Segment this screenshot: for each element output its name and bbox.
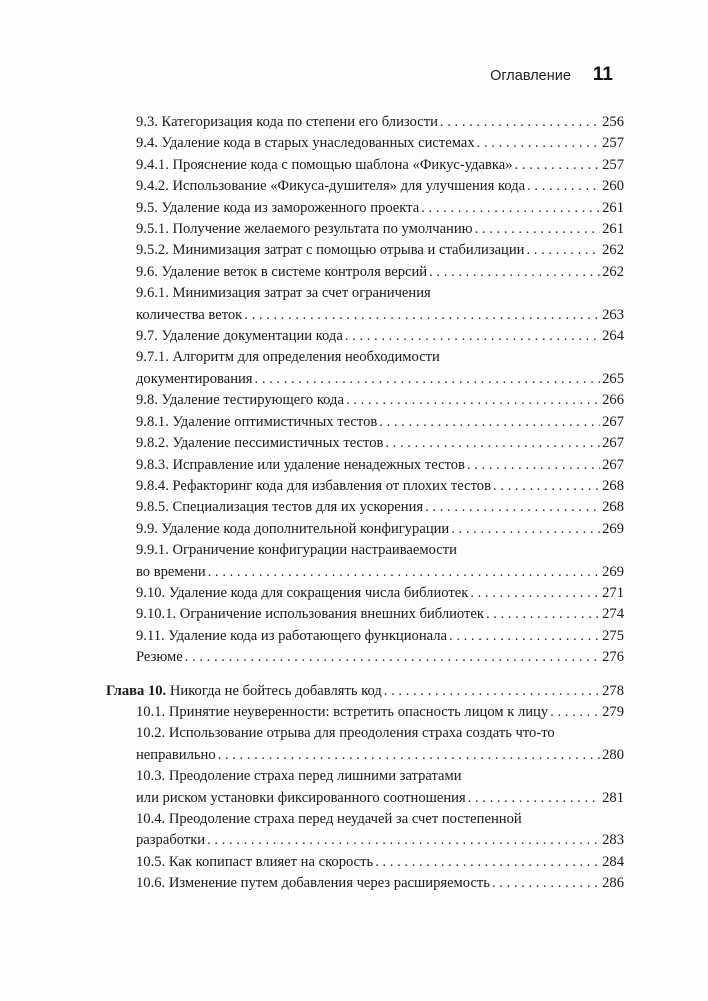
dot-leader (345, 326, 600, 347)
toc-entry[interactable] (106, 626, 624, 647)
toc-page-number: 261 (602, 199, 624, 216)
toc-entry[interactable] (106, 723, 624, 766)
toc-entry[interactable] (106, 476, 624, 497)
toc-page-number: 263 (602, 306, 624, 323)
toc-entry-title: 9.4.2. Использование «Фикуса-душителя» для улучшения кода (136, 178, 526, 195)
dot-leader (218, 745, 600, 766)
toc-entry-title: 9.8.5. Специализация тестов для их ускорения (136, 499, 424, 516)
toc-entry[interactable] (106, 647, 624, 668)
dot-leader (384, 681, 600, 702)
dot-leader (492, 873, 600, 894)
toc-entry-title: 9.8.1. Удаление оптимистичных тестов (136, 413, 378, 430)
toc-page-number: 267 (602, 413, 624, 430)
toc-entry-title: 9.9. Удаление кода дополнительной конфигурации (136, 520, 450, 537)
toc-entry[interactable] (106, 809, 624, 852)
dot-leader (477, 133, 600, 154)
toc-chapter-entry[interactable] (106, 681, 624, 702)
running-header (490, 64, 613, 86)
toc-entry-title: 9.8. Удаление тестирующего кода (136, 392, 344, 409)
toc-entry-title: 9.10. Удаление кода для сокращения числа библиотек (136, 584, 469, 601)
toc-page-number: 267 (602, 456, 624, 473)
toc-entry-title: 9.10.1. Ограничение использования внешних библиотек (136, 606, 484, 623)
dot-leader (429, 262, 600, 283)
toc-entry[interactable] (106, 347, 624, 390)
toc-page-number: 267 (602, 435, 624, 452)
page-number: 11 (592, 64, 613, 85)
toc-entry-title: 9.8.3. Исправление или удаление ненадежных тестов (136, 456, 465, 473)
dot-leader (379, 412, 600, 433)
toc-entry-title: 9.4.1. Прояснение кода с помощью шаблона «Фикус-удавка» (136, 156, 513, 173)
toc-page-number: 257 (602, 156, 624, 173)
toc-page-number: 286 (602, 875, 624, 892)
dot-leader (527, 176, 600, 197)
toc-entry-title: неправильно (136, 746, 216, 763)
toc-entry[interactable] (106, 240, 624, 261)
toc-entry-title: количества веток (136, 306, 243, 323)
toc-entry-title: 10.1. Принятие неуверенности: встретить опасность лицом к лицу (136, 703, 549, 720)
toc-entry-title: во времени (136, 563, 206, 580)
toc-entry[interactable] (106, 583, 624, 604)
dot-leader (493, 476, 600, 497)
toc-entry[interactable] (106, 604, 624, 625)
dot-leader (467, 455, 600, 476)
toc-page-number: 262 (602, 263, 624, 280)
toc-entry[interactable] (106, 455, 624, 476)
toc-entry-title: 9.11. Удаление кода из работающего функционала (136, 627, 448, 644)
toc-entry-title: 9.6. Удаление веток в системе контроля версий (136, 263, 428, 280)
toc-page-number: 266 (602, 392, 624, 409)
toc-entry-title: документирования (136, 370, 253, 387)
toc-entry[interactable] (106, 852, 624, 873)
toc-entry-title: разработки (136, 832, 206, 849)
toc-entry-title: или риском установки фиксированного соотношения (136, 789, 466, 806)
toc-entry-title: 9.8.2. Удаление пессимистичных тестов (136, 435, 384, 452)
toc-entry[interactable] (106, 112, 624, 133)
toc-page-number: 281 (602, 789, 624, 806)
toc-page-number: 276 (602, 649, 624, 666)
dot-leader (515, 155, 601, 176)
toc-page-number: 278 (602, 682, 624, 699)
dot-leader (346, 390, 600, 411)
dot-leader (421, 198, 600, 219)
toc-entry[interactable] (106, 326, 624, 347)
dot-leader (208, 562, 600, 583)
toc-entry-title: 9.4. Удаление кода в старых унаследованных системах (136, 135, 475, 152)
toc-page-number: 262 (602, 242, 624, 259)
dot-leader (425, 497, 600, 518)
dot-leader (486, 604, 600, 625)
dot-leader (207, 830, 600, 851)
toc-page-number: 260 (602, 178, 624, 195)
toc-entry[interactable] (106, 540, 624, 583)
dot-leader (475, 219, 601, 240)
toc-entry-title-line: 10.4. Преодоление страха перед неудачей за счет постепенной (136, 811, 522, 827)
dot-leader (470, 583, 600, 604)
toc-entry[interactable] (106, 219, 624, 240)
toc-entry-title-line: 9.9.1. Ограничение конфигурации настраиваемости (136, 542, 457, 559)
toc-entry-title: Никогда не бойтесь добавлять код (169, 682, 382, 699)
toc-entry[interactable] (106, 283, 624, 326)
toc-page-number: 271 (602, 584, 624, 601)
toc-page-number: 280 (602, 746, 624, 763)
toc-entry[interactable] (106, 766, 624, 809)
dot-leader (527, 240, 601, 261)
toc-entry-title: 9.5. Удаление кода из замороженного проекта (136, 199, 420, 216)
toc-entry-title: 9.3. Категоризация кода по степени его близости (136, 114, 438, 130)
chapter-label: Глава 10. (106, 682, 167, 699)
dot-leader (255, 369, 601, 390)
dot-leader (440, 112, 600, 133)
toc-entry[interactable] (106, 519, 624, 540)
toc-entry-title-line: 9.6.1. Минимизация затрат за счет ограничения (136, 285, 431, 302)
toc-page-number: 269 (602, 563, 624, 580)
toc-entry-title: 10.5. Как копипаст влияет на скорость (136, 853, 374, 870)
table-of-contents (106, 112, 624, 895)
toc-entry[interactable] (106, 198, 624, 219)
toc-page-number: 283 (602, 832, 624, 849)
toc-page-number: 268 (602, 499, 624, 516)
dot-leader (375, 852, 600, 873)
toc-page-number: 256 (602, 114, 624, 130)
toc-entry[interactable] (106, 702, 624, 723)
dot-leader (185, 647, 600, 668)
toc-entry[interactable] (106, 873, 624, 894)
dot-leader (468, 788, 600, 809)
toc-entry[interactable] (106, 433, 624, 454)
toc-entry-title-line: 10.3. Преодоление страха перед лишними затратами (136, 768, 462, 785)
toc-entry[interactable] (106, 497, 624, 518)
toc-entry[interactable] (106, 412, 624, 433)
toc-entry-title: 9.5.1. Получение желаемого результата по умолчанию (136, 221, 473, 238)
toc-page-number: 261 (602, 221, 624, 238)
toc-entry-title: 9.5.2. Минимизация затрат с помощью отрыва и стабилизации (136, 242, 525, 259)
dot-leader (550, 702, 600, 723)
toc-page-number: 257 (602, 135, 624, 152)
toc-page-number: 279 (602, 703, 624, 720)
toc-page-number: 284 (602, 853, 624, 870)
toc-page-number: 274 (602, 606, 624, 623)
toc-entry-title-line: 9.7.1. Алгоритм для определения необходимости (136, 349, 440, 366)
toc-page-number: 275 (602, 627, 624, 644)
dot-leader (449, 626, 600, 647)
toc-entry[interactable] (106, 155, 624, 176)
toc-page-number: 264 (602, 328, 624, 345)
dot-leader (244, 305, 600, 326)
toc-entry-title: 10.6. Изменение путем добавления через расширяемость (136, 875, 490, 892)
toc-entry[interactable] (106, 390, 624, 411)
chapter-spacer (106, 669, 624, 681)
toc-page-number: 268 (602, 477, 624, 494)
toc-entry[interactable] (106, 262, 624, 283)
toc-entry-title: 9.7. Удаление документации кода (136, 328, 343, 345)
toc-page-number: 265 (602, 370, 624, 387)
toc-entry-title: 9.8.4. Рефакторинг кода для избавления от плохих тестов (136, 477, 491, 494)
dot-leader (385, 433, 600, 454)
toc-entry[interactable] (106, 176, 624, 197)
toc-page-number: 269 (602, 520, 624, 537)
dot-leader (451, 519, 600, 540)
toc-entry-title: Резюме (136, 649, 183, 666)
toc-entry[interactable] (106, 133, 624, 154)
toc-entry-title-line: 10.2. Использование отрыва для преодоления страха создать что-то (136, 725, 555, 742)
header-title: Оглавление (490, 68, 571, 84)
